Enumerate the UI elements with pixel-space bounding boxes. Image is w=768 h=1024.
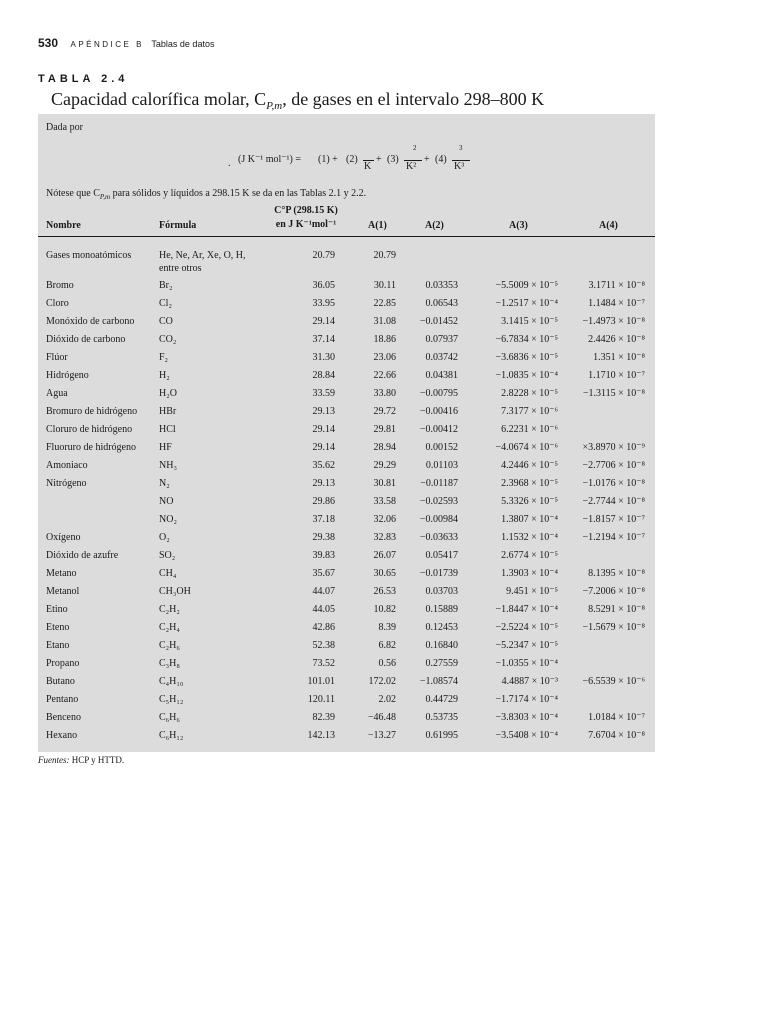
table-row: [38, 728, 655, 746]
cell-formula: N₂: [159, 478, 170, 489]
cell-a2: 0.03742: [425, 352, 458, 363]
formula-denominator-3: K³: [454, 161, 465, 172]
cell-a4: 7.6704 × 10⁻⁸: [588, 730, 645, 741]
cell-cp: 29.86: [312, 496, 335, 507]
cell-a3: 9.451 × 10⁻⁵: [506, 586, 558, 597]
cell-name: Oxígeno: [46, 532, 81, 543]
cell-name: Gases monoatómicos: [46, 250, 132, 261]
cell-cp: 35.62: [312, 460, 335, 471]
cell-a3: −3.5408 × 10⁻⁴: [495, 730, 558, 741]
column-header-cp-line-2: en J K⁻¹mol⁻¹: [275, 219, 337, 230]
cell-a3: 2.3968 × 10⁻⁵: [501, 478, 558, 489]
cell-a2: 0.01103: [425, 460, 458, 471]
cell-formula: Br₂: [159, 280, 173, 291]
cell-cp: 29.14: [312, 424, 335, 435]
column-header-name: Nombre: [46, 220, 81, 231]
cell-formula-continued: entre otros: [159, 263, 202, 274]
table-title-subscript: P,m: [266, 100, 283, 112]
cell-formula: HCl: [159, 424, 176, 435]
cell-a1: −13.27: [367, 730, 396, 741]
table-row: [38, 512, 655, 530]
cell-a3: −3.8303 × 10⁻⁴: [495, 712, 558, 723]
table-title: [51, 89, 544, 112]
cell-a2: 0.07937: [425, 334, 458, 345]
cell-formula: O₂: [159, 532, 170, 543]
page-header: [38, 34, 214, 52]
cell-a3: 7.3177 × 10⁻⁶: [501, 406, 558, 417]
cell-cp: 73.52: [312, 658, 335, 669]
cell-formula: C₄H₁₀: [159, 676, 184, 687]
cell-a3: −2.5224 × 10⁻⁵: [495, 622, 558, 633]
cell-name: Pentano: [46, 694, 79, 705]
cell-a3: −6.7834 × 10⁻⁵: [495, 334, 558, 345]
table-row: [38, 296, 655, 314]
cell-name: Cloro: [46, 298, 69, 309]
cell-formula: He, Ne, Ar, Xe, O, H,: [159, 250, 246, 261]
cell-formula: C₅H₁₂: [159, 694, 184, 705]
cell-a2: −0.01739: [419, 568, 458, 579]
cell-name: Amoniaco: [46, 460, 88, 471]
table-row: [38, 368, 655, 386]
cell-formula: HBr: [159, 406, 177, 417]
note-suffix: para sólidos y líquidos a 298.15 K se da en las Tablas 2.1 y 2.2.: [110, 188, 367, 199]
cell-cp: 120.11: [307, 694, 335, 705]
cell-name: Metano: [46, 568, 77, 579]
cell-name: Etano: [46, 640, 70, 651]
cell-name: Bromo: [46, 280, 74, 291]
cell-a4: −1.2194 × 10⁻⁷: [582, 532, 645, 543]
table-row: [38, 404, 655, 422]
cell-formula: NO₂: [159, 514, 177, 525]
cell-a1: 10.82: [373, 604, 396, 615]
cell-a4: −6.5539 × 10⁻⁶: [582, 676, 645, 687]
table-row: [38, 350, 655, 368]
formula-plus-2: +: [376, 154, 382, 165]
cell-a2: 0.15889: [425, 604, 458, 615]
cell-a2: 0.03353: [425, 280, 458, 291]
cell-cp: 20.79: [312, 250, 335, 261]
cell-cp: 29.14: [312, 442, 335, 453]
cell-formula: SO₂: [159, 550, 176, 561]
cell-name: Dióxido de carbono: [46, 334, 126, 345]
cell-name: Fluoruro de hidrógeno: [46, 442, 136, 453]
cell-cp: 44.05: [312, 604, 335, 615]
table-note: [46, 188, 366, 201]
cell-a2: −1.08574: [419, 676, 458, 687]
cell-formula: CO₂: [159, 334, 177, 345]
appendix-label: APÉNDICE B: [70, 40, 144, 49]
cell-formula: NO: [159, 496, 174, 507]
cell-name: Propano: [46, 658, 80, 669]
cell-a1: 30.65: [373, 568, 396, 579]
table-row: [38, 584, 655, 602]
cell-a1: 28.94: [373, 442, 396, 453]
column-header-cp-line-1: C°P (298.15 K): [274, 205, 338, 216]
table-title-prefix: Capacidad calorífica molar, C: [51, 89, 267, 109]
cell-formula: NH₃: [159, 460, 177, 471]
formula-exponent-2: 2: [413, 144, 417, 152]
cell-a1: 31.08: [373, 316, 396, 327]
cell-a3: 1.3903 × 10⁻⁴: [501, 568, 558, 579]
cell-name: Eteno: [46, 622, 70, 633]
cell-a2: −0.01187: [420, 478, 458, 489]
formula-term-1: (1) +: [318, 154, 338, 165]
table-row: [38, 674, 655, 692]
cell-name: Metanol: [46, 586, 80, 597]
cell-formula: H₂: [159, 370, 170, 381]
page-number: 530: [38, 36, 59, 50]
table-row: [38, 602, 655, 620]
cell-formula: CH₄: [159, 568, 177, 579]
cell-a4: −1.4973 × 10⁻⁸: [582, 316, 645, 327]
cell-a1: 26.07: [373, 550, 396, 561]
cell-a2: 0.06543: [425, 298, 458, 309]
cell-a4: −1.3115 × 10⁻⁸: [582, 388, 645, 399]
cell-a3: −5.2347 × 10⁻⁵: [495, 640, 558, 651]
cell-a2: 0.61995: [425, 730, 458, 741]
note-subscript: P,m: [99, 193, 111, 201]
cell-a2: 0.00152: [425, 442, 458, 453]
cell-name: Etino: [46, 604, 68, 615]
cell-formula: HF: [159, 442, 172, 453]
formula-dot: .: [228, 158, 231, 169]
cell-a3: −1.7174 × 10⁻⁴: [495, 694, 558, 705]
cell-formula: C₂H₂: [159, 604, 180, 615]
column-header-a2: A(2): [425, 220, 444, 231]
cell-a1: 22.85: [373, 298, 396, 309]
column-header-formula: Fórmula: [159, 220, 197, 231]
cell-cp: 142.13: [307, 730, 335, 741]
cell-name: Bromuro de hidrógeno: [46, 406, 138, 417]
cell-a1: 20.79: [373, 250, 396, 261]
table-row: [38, 566, 655, 584]
cell-a1: 26.53: [373, 586, 396, 597]
column-header-cp: [266, 204, 346, 232]
cell-name: Butano: [46, 676, 75, 687]
cell-a2: −0.03633: [419, 532, 458, 543]
table-row: [38, 620, 655, 638]
cell-name: Monóxido de carbono: [46, 316, 135, 327]
formula-plus-3: +: [424, 154, 430, 165]
formula-exponent-3: 3: [459, 144, 463, 152]
cell-cp: 29.13: [312, 406, 335, 417]
cell-a1: 32.83: [373, 532, 396, 543]
cell-cp: 33.59: [312, 388, 335, 399]
cell-a3: 2.8228 × 10⁻⁵: [501, 388, 558, 399]
cell-a1: 18.86: [373, 334, 396, 345]
cell-a2: −0.00795: [419, 388, 458, 399]
cell-a3: 1.3807 × 10⁻⁴: [501, 514, 558, 525]
cell-a1: 8.39: [378, 622, 396, 633]
table-row: [38, 458, 655, 476]
table-row: [38, 494, 655, 512]
given-by-label: Dada por: [46, 122, 83, 133]
cell-a3: 3.1415 × 10⁻⁵: [501, 316, 558, 327]
column-header-a4: A(4): [599, 220, 618, 231]
cell-a2: 0.16840: [425, 640, 458, 651]
cell-a1: 29.72: [373, 406, 396, 417]
cell-a2: −0.00416: [419, 406, 458, 417]
cell-a4: 8.1395 × 10⁻⁸: [588, 568, 645, 579]
formula-denominator-2: K²: [406, 161, 417, 172]
cell-a3: −3.6836 × 10⁻⁵: [495, 352, 558, 363]
header-rule: [38, 236, 655, 237]
cell-a4: −1.5679 × 10⁻⁸: [582, 622, 645, 633]
cell-cp: 31.30: [312, 352, 335, 363]
cell-name: Benceno: [46, 712, 81, 723]
cell-name: Flúor: [46, 352, 68, 363]
cell-formula: C₆H₁₂: [159, 730, 184, 741]
sources-footnote: [38, 755, 124, 765]
formula-term-4: (4): [435, 154, 447, 165]
cell-a4: −1.0176 × 10⁻⁸: [582, 478, 645, 489]
cell-a2: 0.03703: [425, 586, 458, 597]
cell-a3: 1.1532 × 10⁻⁴: [501, 532, 558, 543]
cell-a3: 4.4887 × 10⁻³: [501, 676, 558, 687]
cell-a4: 3.1711 × 10⁻⁸: [588, 280, 645, 291]
cell-a1: 30.11: [373, 280, 396, 291]
cell-name: Agua: [46, 388, 68, 399]
cell-a3: −1.0355 × 10⁻⁴: [495, 658, 558, 669]
cell-a2: −0.00412: [419, 424, 458, 435]
cell-cp: 29.14: [312, 316, 335, 327]
cell-a4: 2.4426 × 10⁻⁸: [588, 334, 645, 345]
cell-cp: 101.01: [307, 676, 335, 687]
table-row: [38, 248, 655, 278]
column-header-a1: A(1): [368, 220, 387, 231]
table-row: [38, 692, 655, 710]
cell-a3: −1.2517 × 10⁻⁴: [495, 298, 558, 309]
cell-a1: 32.06: [373, 514, 396, 525]
cell-a1: 23.06: [373, 352, 396, 363]
cell-a1: −46.48: [367, 712, 396, 723]
cell-cp: 82.39: [312, 712, 335, 723]
cell-a1: 33.58: [373, 496, 396, 507]
cell-cp: 28.84: [312, 370, 335, 381]
formula-denominator-1: K: [364, 161, 372, 172]
table-row: [38, 440, 655, 458]
cell-formula: Cl₂: [159, 298, 172, 309]
cell-a1: 33.80: [373, 388, 396, 399]
cell-cp: 39.83: [312, 550, 335, 561]
cell-a3: 5.3326 × 10⁻⁵: [501, 496, 558, 507]
cell-a3: 2.6774 × 10⁻⁵: [501, 550, 558, 561]
table-row: [38, 548, 655, 566]
cell-a1: 6.82: [378, 640, 396, 651]
cell-a2: −0.00984: [419, 514, 458, 525]
cell-a1: 29.29: [373, 460, 396, 471]
cell-a2: −0.01452: [419, 316, 458, 327]
cell-cp: 35.67: [312, 568, 335, 579]
cell-a4: 8.5291 × 10⁻⁸: [588, 604, 645, 615]
cell-a3: −5.5009 × 10⁻⁵: [495, 280, 558, 291]
cell-cp: 52.38: [312, 640, 335, 651]
cell-a4: 1.1710 × 10⁻⁷: [588, 370, 645, 381]
table-row: [38, 278, 655, 296]
table-row: [38, 656, 655, 674]
cell-a2: −0.02593: [419, 496, 458, 507]
table-row: [38, 710, 655, 728]
note-prefix: Nótese que C: [46, 188, 100, 199]
heat-capacity-formula: [228, 144, 528, 182]
cell-a3: −1.8447 × 10⁻⁴: [495, 604, 558, 615]
cell-a2: 0.12453: [425, 622, 458, 633]
table-row: [38, 386, 655, 404]
cell-a1: 0.56: [378, 658, 396, 669]
table-row: [38, 422, 655, 440]
cell-a2: 0.27559: [425, 658, 458, 669]
column-header-a3: A(3): [509, 220, 528, 231]
table-row: [38, 476, 655, 494]
cell-a1: 22.66: [373, 370, 396, 381]
cell-a4: 1.0184 × 10⁻⁷: [588, 712, 645, 723]
cell-a2: 0.05417: [425, 550, 458, 561]
cell-a3: −1.0835 × 10⁻⁴: [495, 370, 558, 381]
cell-formula: C₂H₆: [159, 640, 180, 651]
cell-a2: 0.44729: [425, 694, 458, 705]
cell-formula: C₃H₈: [159, 658, 180, 669]
cell-cp: 29.13: [312, 478, 335, 489]
cell-a4: −2.7744 × 10⁻⁸: [582, 496, 645, 507]
cell-a1: 29.81: [373, 424, 396, 435]
table-row: [38, 638, 655, 656]
cell-a1: 172.02: [368, 676, 396, 687]
cell-a3: 6.2231 × 10⁻⁶: [501, 424, 558, 435]
cell-cp: 42.86: [312, 622, 335, 633]
cell-name: Hexano: [46, 730, 78, 741]
cell-a2: 0.53735: [425, 712, 458, 723]
cell-formula: C₆H₆: [159, 712, 180, 723]
cell-a4: ×3.8970 × 10⁻⁹: [582, 442, 645, 453]
data-table-panel: [38, 114, 655, 752]
cell-a4: −1.8157 × 10⁻⁷: [582, 514, 645, 525]
cell-a4: −7.2006 × 10⁻⁸: [582, 586, 645, 597]
cell-a1: 30.81: [373, 478, 396, 489]
formula-term-3: (3): [387, 154, 399, 165]
table-row: [38, 332, 655, 350]
cell-name: Hidrógeno: [46, 370, 89, 381]
cell-cp: 37.18: [312, 514, 335, 525]
cell-cp: 33.95: [312, 298, 335, 309]
formula-term-2: (2): [346, 154, 358, 165]
cell-name: Dióxido de azufre: [46, 550, 119, 561]
cell-cp: 29.38: [312, 532, 335, 543]
table-label: TABLA 2.4: [38, 73, 129, 85]
cell-name: Nitrógeno: [46, 478, 87, 489]
cell-cp: 36.05: [312, 280, 335, 291]
cell-a3: −4.0674 × 10⁻⁶: [495, 442, 558, 453]
table-title-suffix: , de gases en el intervalo 298–800 K: [282, 89, 545, 109]
cell-cp: 37.14: [312, 334, 335, 345]
cell-formula: C₂H₄: [159, 622, 180, 633]
cell-a4: 1.1484 × 10⁻⁷: [588, 298, 645, 309]
cell-formula: CH₃OH: [159, 586, 191, 597]
cell-formula: F₂: [159, 352, 169, 363]
sources-label: Fuentes:: [38, 755, 70, 765]
cell-a4: 1.351 × 10⁻⁸: [593, 352, 645, 363]
cell-a4: −2.7706 × 10⁻⁸: [582, 460, 645, 471]
cell-a1: 2.02: [378, 694, 396, 705]
appendix-title: Tablas de datos: [151, 39, 215, 49]
cell-name: Cloruro de hidrógeno: [46, 424, 133, 435]
table-row: [38, 530, 655, 548]
cell-a3: 4.2446 × 10⁻⁵: [501, 460, 558, 471]
cell-formula: H₂O: [159, 388, 177, 399]
cell-formula: CO: [159, 316, 173, 327]
cell-a2: 0.04381: [425, 370, 458, 381]
table-row: [38, 314, 655, 332]
sources-text: HCP y HTTD.: [71, 755, 125, 765]
cell-cp: 44.07: [312, 586, 335, 597]
formula-lhs: (J K⁻¹ mol⁻¹) =: [238, 154, 302, 165]
